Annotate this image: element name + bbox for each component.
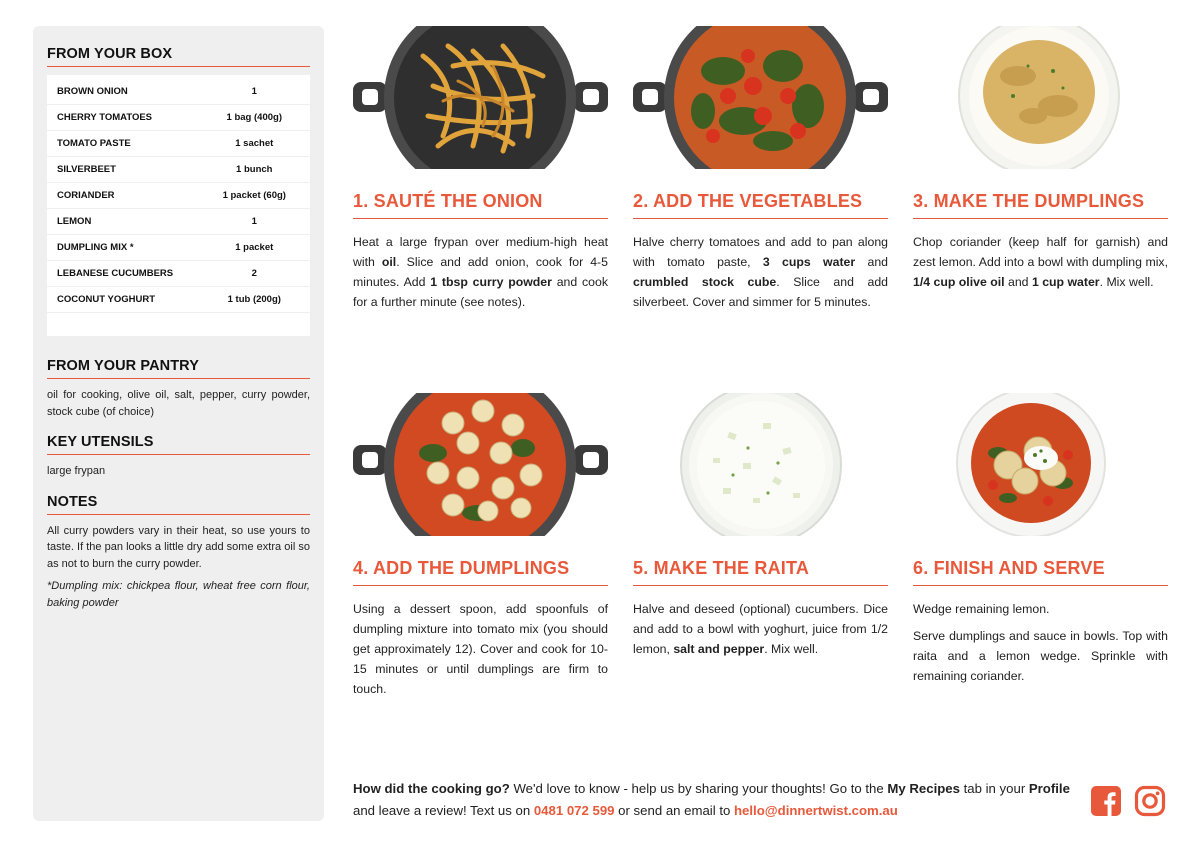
instruction-text: and cook for a further minute (see notes). — [353, 275, 608, 309]
utensils-section — [47, 434, 310, 480]
box-ingredients-table — [47, 75, 310, 336]
step-1 — [353, 26, 608, 312]
footer-text: We'd love to know - help us by sharing your thoughts! Go to the — [509, 781, 888, 796]
ingredient-name: TOMATO PASTE — [57, 138, 131, 149]
instruction-paragraph — [353, 232, 608, 312]
step-2-instructions — [633, 232, 888, 312]
ingredient-quantity: 1 sachet — [235, 138, 274, 149]
step-4-title: 4. ADD THE DUMPLINGS — [353, 558, 608, 586]
instruction-text: . Slice and add silverbeet. Cover and simmer for 5 minutes. — [633, 275, 888, 309]
footer-text: or send an email to — [614, 803, 734, 818]
bold-ingredient-text: 1 tbsp curry powder — [430, 275, 552, 289]
ingredient-name: COCONUT YOGHURT — [57, 294, 155, 305]
notes-text: All curry powders vary in their heat, so use yours to taste. If the pan looks a little dry add some extra oil so as not to burn the curry powder. — [47, 524, 310, 570]
bowl-of-dumpling-mix-image — [913, 26, 1168, 169]
facebook-icon[interactable] — [1090, 785, 1122, 817]
instruction-text: . Mix well. — [764, 642, 819, 656]
footer-bold-text: Profile — [1028, 781, 1070, 796]
plated-dish-image — [913, 393, 1168, 536]
instruction-paragraph — [633, 232, 888, 312]
bold-ingredient-text: 1 cup water — [1031, 275, 1100, 289]
step-3-instructions — [913, 232, 1168, 292]
ingredient-name: CORIANDER — [57, 190, 115, 201]
ingredient-name: LEMON — [57, 216, 92, 227]
bold-ingredient-text: salt and pepper — [673, 642, 765, 656]
ingredient-name: CHERRY TOMATOES — [57, 112, 153, 123]
ingredient-name: BROWN ONION — [57, 86, 128, 97]
social-links — [1090, 785, 1166, 817]
box-ingredient-row — [47, 157, 310, 183]
step-1-instructions — [353, 232, 608, 312]
instruction-paragraph — [913, 599, 1168, 619]
dumpling-mix-footnote: *Dumpling mix: chickpea flour, wheat free corn flour, baking powder — [47, 580, 310, 609]
utensils-text: large frypan — [47, 465, 106, 477]
instruction-paragraph — [913, 626, 1168, 686]
box-ingredient-row — [47, 261, 310, 287]
step-2-title: 2. ADD THE VEGETABLES — [633, 191, 888, 219]
instruction-text: and — [855, 255, 888, 269]
ingredient-quantity: 1 — [251, 86, 257, 97]
pan-with-vegetables-image — [633, 26, 888, 169]
footer-text: tab in your — [959, 781, 1029, 796]
ingredients-sidebar — [33, 26, 324, 821]
box-ingredient-row — [47, 183, 310, 209]
step-3 — [913, 26, 1168, 292]
step-1-title: 1. SAUTÉ THE ONION — [353, 191, 608, 219]
instruction-text: Wedge remaining lemon. — [913, 602, 1050, 616]
bold-ingredient-text: oil — [381, 255, 397, 269]
bowl-of-raita-image — [633, 393, 888, 536]
phone-link[interactable]: 0481 072 599 — [533, 803, 615, 818]
footer-bold-text: My Recipes — [887, 781, 960, 796]
step-4-instructions — [353, 599, 608, 699]
notes-heading: NOTES — [47, 494, 310, 515]
instruction-text: Halve and deseed (optional) cucumbers. Dice and add to a bowl with yoghurt, juice from 1/2 lemon, — [633, 602, 888, 656]
ingredient-quantity: 1 — [251, 216, 257, 227]
bold-ingredient-text: 3 cups water — [762, 255, 856, 269]
instruction-text: Using a dessert spoon, add spoonfuls of dumpling mixture into tomato mix (you should get approximately 12). Cover and cook for 10-15 minutes or until dumplings are firm to touch. — [353, 602, 608, 696]
instruction-text: Serve dumplings and sauce in bowls. Top with raita and a lemon wedge. Sprinkle with remaining coriander. — [913, 629, 1168, 683]
step-6-instructions — [913, 599, 1168, 686]
instruction-text: Halve cherry tomatoes and add to pan along with tomato paste, — [633, 235, 888, 269]
ingredient-quantity: 1 packet (60g) — [222, 190, 286, 201]
box-ingredient-row — [47, 209, 310, 235]
instagram-icon[interactable] — [1134, 785, 1166, 817]
instruction-text: and — [1004, 275, 1032, 289]
step-6-title: 6. FINISH AND SERVE — [913, 558, 1168, 586]
step-4 — [353, 393, 608, 699]
ingredient-name: SILVERBEET — [57, 164, 116, 175]
step-5-instructions — [633, 599, 888, 659]
email-link[interactable]: hello@dinnertwist.com.au — [734, 803, 898, 818]
step-2 — [633, 26, 888, 312]
instruction-text: . Mix well. — [1099, 275, 1154, 289]
review-invitation — [353, 778, 1083, 822]
footer-bold-text: How did the cooking go? — [353, 781, 510, 796]
box-ingredient-row — [47, 287, 310, 313]
step-5-title: 5. MAKE THE RAITA — [633, 558, 888, 586]
ingredient-name: DUMPLING MIX * — [57, 242, 134, 253]
pantry-text: oil for cooking, olive oil, salt, pepper, curry powder, stock cube (of choice) — [47, 389, 310, 418]
instruction-text: Heat a large frypan over medium-high heat with — [353, 235, 608, 269]
instruction-paragraph — [913, 232, 1168, 292]
ingredient-quantity: 1 packet — [235, 242, 274, 253]
footer-text: and leave a review! Text us on — [353, 803, 534, 818]
box-ingredient-row — [47, 131, 310, 157]
ingredient-quantity: 1 bunch — [236, 164, 273, 175]
from-your-pantry-heading: FROM YOUR PANTRY — [47, 358, 310, 379]
ingredient-name: LEBANESE CUCUMBERS — [57, 268, 174, 279]
ingredient-quantity: 2 — [251, 268, 257, 279]
box-ingredient-row — [47, 235, 310, 261]
step-3-title: 3. MAKE THE DUMPLINGS — [913, 191, 1168, 219]
instruction-text: . Slice and add onion, cook for 4-5 minutes. Add — [353, 255, 608, 289]
pantry-section — [47, 358, 310, 420]
bold-ingredient-text: crumbled stock cube — [633, 275, 777, 289]
instruction-text: Chop coriander (keep half for garnish) and zest lemon. Add into a bowl with dumpling mix, — [913, 235, 1168, 269]
ingredient-quantity: 1 tub (200g) — [227, 294, 281, 305]
box-ingredient-row — [47, 79, 310, 105]
key-utensils-heading: KEY UTENSILS — [47, 434, 310, 455]
bold-ingredient-text: 1/4 cup olive oil — [913, 275, 1005, 289]
pan-with-dumplings-image — [353, 393, 608, 536]
step-6 — [913, 393, 1168, 686]
pan-with-onions-image — [353, 26, 608, 169]
box-ingredient-row — [47, 105, 310, 131]
step-5 — [633, 393, 888, 659]
ingredient-quantity: 1 bag (400g) — [226, 112, 282, 123]
instruction-paragraph — [353, 599, 608, 699]
from-your-box-heading: FROM YOUR BOX — [47, 46, 310, 67]
instruction-paragraph — [633, 599, 888, 659]
notes-section — [47, 494, 310, 612]
